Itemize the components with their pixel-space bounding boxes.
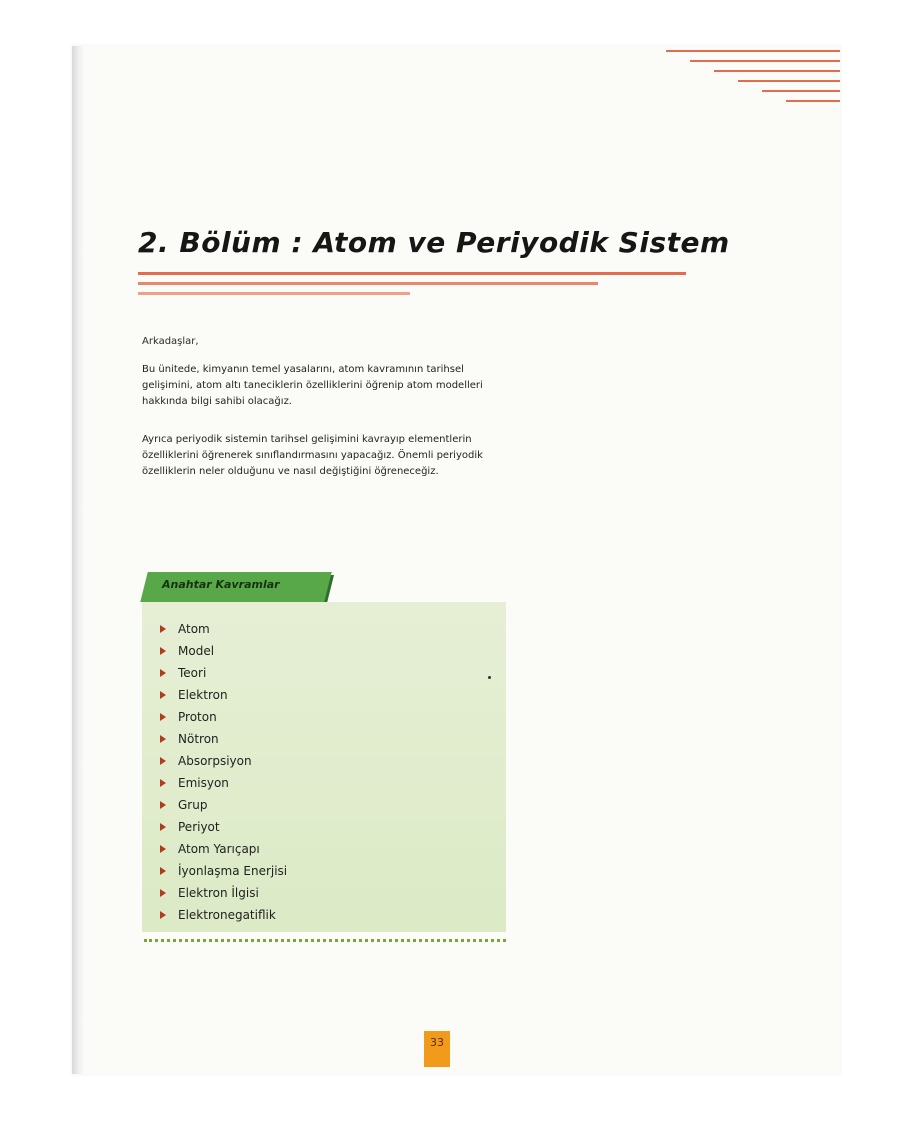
bullet-arrow-icon xyxy=(160,691,166,699)
bullet-arrow-icon xyxy=(160,779,166,787)
page-number: 33 xyxy=(424,1031,450,1067)
book-page xyxy=(72,46,840,1074)
intro-paragraph-2: Ayrıca periyodik sistemin tarihsel gelişimini kavrayıp elementlerin özelliklerini öğrenerek sınıflandırmasını yapacağız. Önemli periyodik özelliklerin neler olduğunu ve nasıl değiştiğini öğreneceğiz. xyxy=(142,434,483,477)
list-item: Absorpsiyon xyxy=(160,750,287,772)
list-item: Proton xyxy=(160,706,287,728)
bullet-arrow-icon xyxy=(160,669,166,677)
list-item: Model xyxy=(160,640,287,662)
list-item: İyonlaşma Enerjisi xyxy=(160,860,287,882)
bullet-arrow-icon xyxy=(160,801,166,809)
bullet-arrow-icon xyxy=(160,735,166,743)
list-item: Elektron İlgisi xyxy=(160,882,287,904)
list-item: Grup xyxy=(160,794,287,816)
chapter-title: 2. Bölüm : Atom ve Periyodik Sistem xyxy=(138,226,730,259)
key-concepts-heading: Anahtar Kavramlar xyxy=(162,578,280,591)
key-concepts-list xyxy=(160,618,287,926)
list-item: Elektronegatiflik xyxy=(160,904,287,926)
bullet-arrow-icon xyxy=(160,823,166,831)
corner-decorative-lines xyxy=(666,46,840,106)
greeting-text: Arkadaşlar, xyxy=(142,336,199,347)
title-underline-1 xyxy=(138,272,686,275)
title-underline-3 xyxy=(138,292,410,295)
decorative-dot xyxy=(488,676,491,679)
bullet-arrow-icon xyxy=(160,845,166,853)
bullet-arrow-icon xyxy=(160,867,166,875)
list-item: Nötron xyxy=(160,728,287,750)
list-item: Teori xyxy=(160,662,287,684)
bullet-arrow-icon xyxy=(160,713,166,721)
intro-paragraph-1: Bu ünitede, kimyanın temel yasalarını, atom kavramının tarihsel gelişimini, atom altı taneciklerin özelliklerini öğrenip atom modelleri hakkında bilgi sahibi olacağız. xyxy=(142,364,483,407)
list-item: Atom Yarıçapı xyxy=(160,838,287,860)
bullet-arrow-icon xyxy=(160,625,166,633)
list-item: Elektron xyxy=(160,684,287,706)
list-item: Atom xyxy=(160,618,287,640)
page-spine-shadow xyxy=(72,46,84,1074)
list-item: Periyot xyxy=(160,816,287,838)
title-underline-2 xyxy=(138,282,598,285)
bullet-arrow-icon xyxy=(160,911,166,919)
bullet-arrow-icon xyxy=(160,889,166,897)
dotted-divider xyxy=(144,939,506,942)
list-item: Emisyon xyxy=(160,772,287,794)
bullet-arrow-icon xyxy=(160,757,166,765)
bullet-arrow-icon xyxy=(160,647,166,655)
